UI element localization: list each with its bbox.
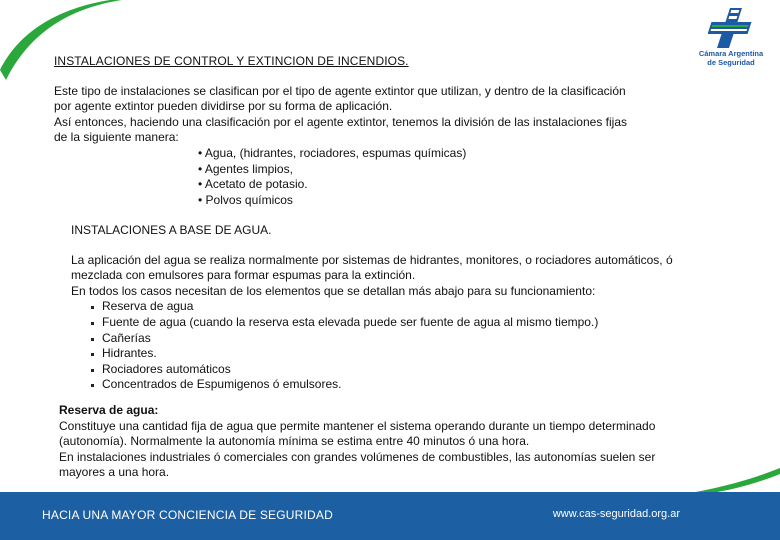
list-item: Cañerías xyxy=(102,331,731,347)
reserve-section xyxy=(59,403,729,481)
water-section xyxy=(71,223,731,393)
section-heading: INSTALACIONES A BASE DE AGUA. xyxy=(71,223,272,237)
page-title: INSTALACIONES DE CONTROL Y EXTINCION DE INCENDIOS. xyxy=(54,54,409,68)
logo-line-2: de Seguridad xyxy=(707,58,755,67)
intro-line: por agente extintor pueden dividirse por su forma de aplicación. xyxy=(54,99,393,114)
list-item: • Acetato de potasio. xyxy=(198,177,734,193)
water-line: mezclada con emulsores para formar espumas para la extinción. xyxy=(71,268,416,283)
footer-bar xyxy=(0,492,780,540)
list-item: Fuente de agua (cuando la reserva esta elevada puede ser fuente de agua al mismo tiempo.) xyxy=(102,315,731,331)
reserve-line: (autonomía). Normalmente la autonomía mínima se estima entre 40 minutos ó una hora. xyxy=(59,434,530,449)
water-line: La aplicación del agua se realiza normalmente por sistemas de hidrantes, monitores, o rociadores automáticos, ó xyxy=(71,252,673,267)
reserve-line: mayores a una hora. xyxy=(59,465,170,480)
reserve-line: Constituye una cantidad fija de agua que permite mantener el sistema operando durante un tiempo determinado xyxy=(59,418,656,433)
logo-line-1: Cámara Argentina xyxy=(698,49,764,58)
intro-line: Así entonces, haciendo una clasificación por el agente extintor, tenemos la división de las instalaciones fijas xyxy=(54,114,628,129)
logo-cross-icon xyxy=(708,8,754,48)
intro-line: Este tipo de instalaciones se clasifican por el tipo de agente extintor que utilizan, y dentro de la clasificación xyxy=(54,83,626,98)
footer-url-link[interactable]: www.cas-seguridad.org.ar xyxy=(552,508,680,520)
list-item: Rociadores automáticos xyxy=(102,362,731,378)
reserve-line: En instalaciones industriales ó comerciales con grandes volúmenes de combustibles, las autonomías suelen ser xyxy=(59,449,656,464)
agent-list xyxy=(54,146,734,208)
list-item: • Agua, (hidrantes, rociadores, espumas químicas) xyxy=(198,146,734,162)
list-item: Reserva de agua xyxy=(102,299,731,315)
footer-slogan: HACIA UNA MAYOR CONCIENCIA DE SEGURIDAD xyxy=(42,508,333,522)
water-line: En todos los casos necesitan de los elementos que se detallan más abajo para su funcionamiento: xyxy=(71,283,596,298)
list-item: • Agentes limpios, xyxy=(198,162,734,178)
list-item: Hidrantes. xyxy=(102,346,731,362)
section-heading: Reserva de agua: xyxy=(59,403,159,417)
list-item: Concentrados de Espumigenos ó emulsores. xyxy=(102,377,731,393)
intro-section xyxy=(54,54,734,208)
intro-line: de la siguiente manera: xyxy=(54,130,179,145)
list-item: • Polvos químicos xyxy=(198,193,734,209)
elements-list xyxy=(71,299,731,393)
